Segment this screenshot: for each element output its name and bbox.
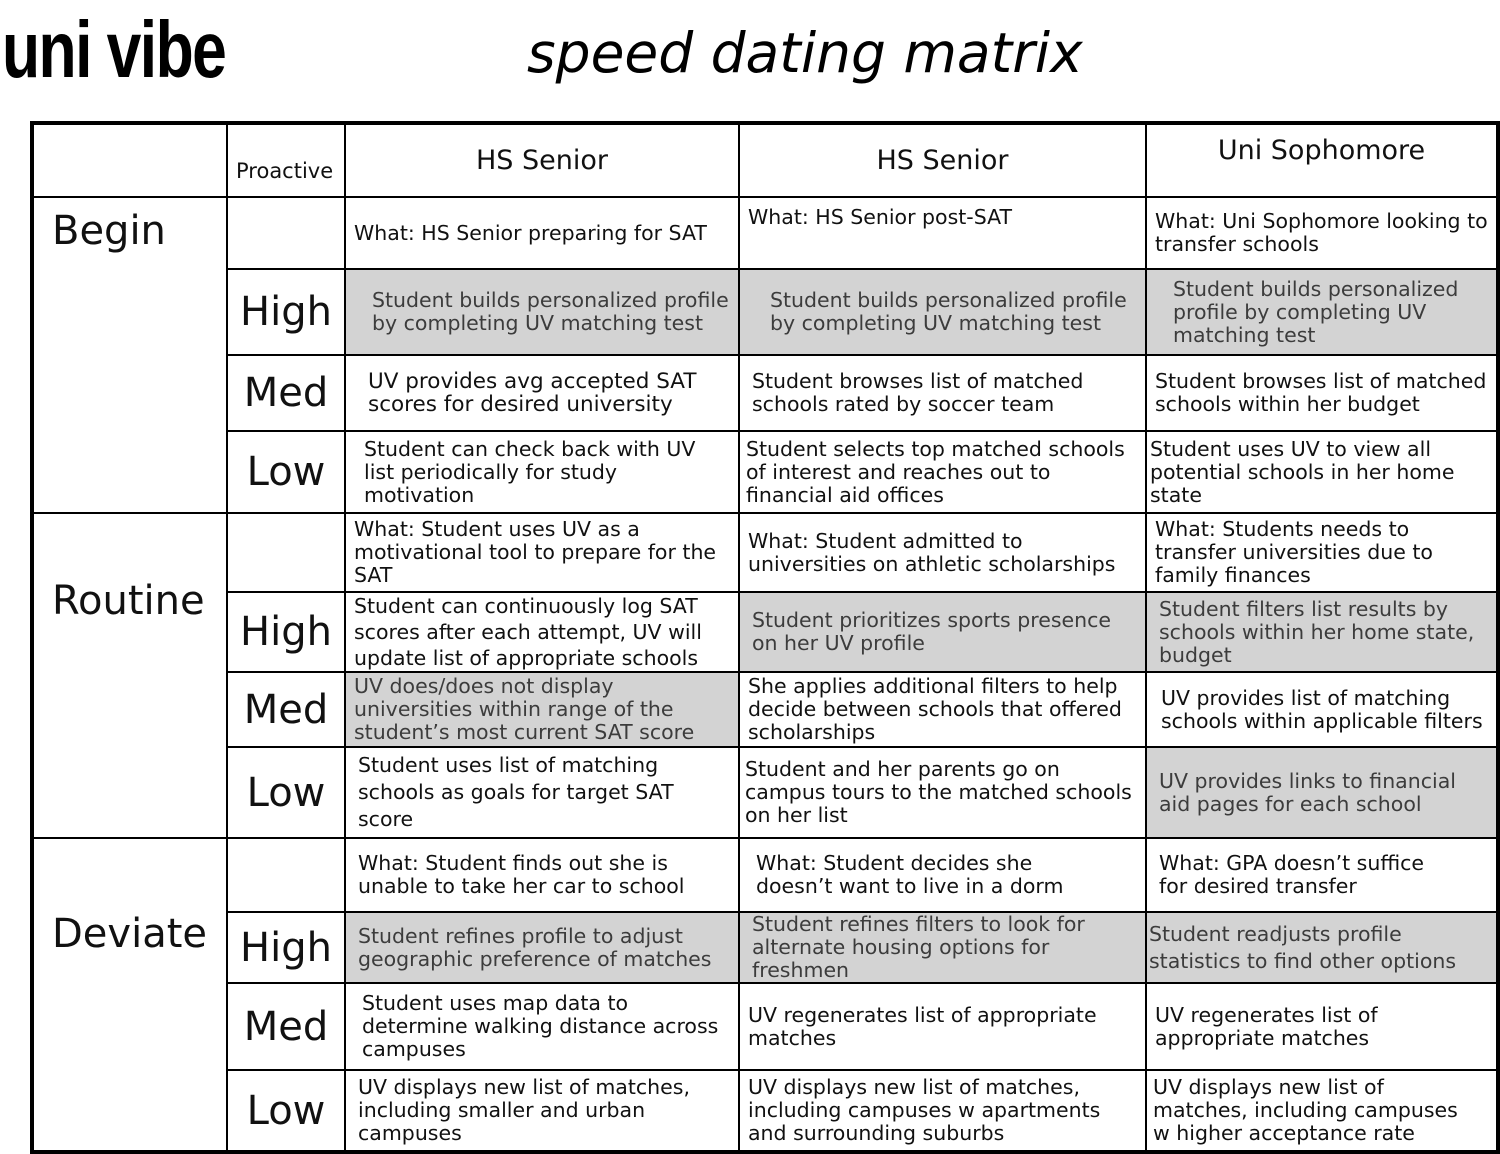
deviate-what-2: What: Student decides she doesn’t want to live in a dorm	[739, 838, 1146, 912]
begin-med-2: Student browses list of matched schools rated by soccer team	[739, 355, 1146, 431]
routine-what-row	[32, 513, 1498, 592]
level-low: Low	[227, 747, 345, 838]
deviate-low-row	[32, 1070, 1498, 1152]
routine-low-3: UV provides links to financial aid pages for each school	[1146, 747, 1498, 838]
deviate-high-2: Student refines filters to look for alternate housing options for freshmen	[739, 912, 1146, 983]
begin-low-2: Student selects top matched schools of interest and reaches out to financial aid offices	[739, 431, 1146, 513]
begin-high-1: Student builds personalized profile by completing UV matching test	[345, 269, 739, 355]
level-blank	[227, 197, 345, 269]
level-med: Med	[227, 355, 345, 431]
begin-what-2: What: HS Senior post-SAT	[739, 197, 1146, 269]
routine-med-2: She applies additional filters to help decide between schools that offered scholarships	[739, 672, 1146, 747]
routine-low-row	[32, 747, 1498, 838]
routine-low-1: Student uses list of matching schools as goals for target SAT score	[345, 747, 739, 838]
routine-med-3: UV provides list of matching schools within applicable filters	[1146, 672, 1498, 747]
begin-what-row	[32, 197, 1498, 269]
begin-low-3: Student uses UV to view all potential schools in her home state	[1146, 431, 1498, 513]
page-title: speed dating matrix	[527, 21, 1083, 85]
level-blank	[227, 838, 345, 912]
begin-low-1: Student can check back with UV list periodically for study motivation	[345, 431, 739, 513]
deviate-med-1: Student uses map data to determine walking distance across campuses	[345, 983, 739, 1070]
deviate-low-3: UV displays new list of matches, including campuses w higher acceptance rate	[1146, 1070, 1498, 1152]
deviate-what-1: What: Student finds out she is unable to take her car to school	[345, 838, 739, 912]
level-high: High	[227, 592, 345, 672]
deviate-med-3: UV regenerates list of appropriate matches	[1146, 983, 1498, 1070]
app-logo: uni vibe	[2, 5, 226, 94]
deviate-high-3: Student readjusts profile statistics to find other options	[1146, 912, 1498, 983]
routine-what-2: What: Student admitted to universities on athletic scholarships	[739, 513, 1146, 592]
routine-med-1: UV does/does not display universities within range of the student’s most current SAT score	[345, 672, 739, 747]
begin-low-row	[32, 431, 1498, 513]
level-med: Med	[227, 672, 345, 747]
begin-what-1: What: HS Senior preparing for SAT	[345, 197, 739, 269]
persona-header-3: Uni Sophomore	[1146, 123, 1498, 197]
level-low: Low	[227, 1070, 345, 1152]
deviate-what-3: What: GPA doesn’t suffice for desired transfer	[1146, 838, 1498, 912]
routine-high-1: Student can continuously log SAT scores after each attempt, UV will update list of appropriate schools	[345, 592, 739, 672]
begin-high-3: Student builds personalized profile by completing UV matching test	[1146, 269, 1498, 355]
begin-med-1: UV provides avg accepted SAT scores for desired university	[345, 355, 739, 431]
deviate-med-2: UV regenerates list of appropriate matches	[739, 983, 1146, 1070]
deviate-low-2: UV displays new list of matches, including campuses w apartments and surrounding suburbs	[739, 1070, 1146, 1152]
begin-med-3: Student browses list of matched schools within her budget	[1146, 355, 1498, 431]
level-blank	[227, 513, 345, 592]
routine-high-3: Student filters list results by schools within her home state, budget	[1146, 592, 1498, 672]
begin-high-row	[32, 269, 1498, 355]
phase-deviate: Deviate	[32, 838, 227, 1152]
deviate-med-row	[32, 983, 1498, 1070]
persona-header-1: HS Senior	[345, 123, 739, 197]
level-high: High	[227, 269, 345, 355]
header-row	[32, 123, 1498, 197]
phase-begin: Begin	[32, 197, 227, 513]
routine-what-3: What: Students needs to transfer universities due to family finances	[1146, 513, 1498, 592]
phase-routine: Routine	[32, 513, 227, 838]
begin-what-3: What: Uni Sophomore looking to transfer schools	[1146, 197, 1498, 269]
level-med: Med	[227, 983, 345, 1070]
persona-header-2: HS Senior	[739, 123, 1146, 197]
proactive-header: Proactive	[227, 123, 345, 197]
begin-high-2: Student builds personalized profile by completing UV matching test	[739, 269, 1146, 355]
deviate-what-row	[32, 838, 1498, 912]
begin-med-row	[32, 355, 1498, 431]
routine-med-row	[32, 672, 1498, 747]
corner-cell	[32, 123, 227, 197]
level-high: High	[227, 912, 345, 983]
routine-high-2: Student prioritizes sports presence on her UV profile	[739, 592, 1146, 672]
routine-high-row	[32, 592, 1498, 672]
deviate-high-1: Student refines profile to adjust geographic preference of matches	[345, 912, 739, 983]
deviate-high-row	[32, 912, 1498, 983]
routine-what-1: What: Student uses UV as a motivational tool to prepare for the SAT	[345, 513, 739, 592]
level-low: Low	[227, 431, 345, 513]
routine-low-2: Student and her parents go on campus tours to the matched schools on her list	[739, 747, 1146, 838]
deviate-low-1: UV displays new list of matches, including smaller and urban campuses	[345, 1070, 739, 1152]
speed-dating-matrix	[30, 121, 1500, 1154]
